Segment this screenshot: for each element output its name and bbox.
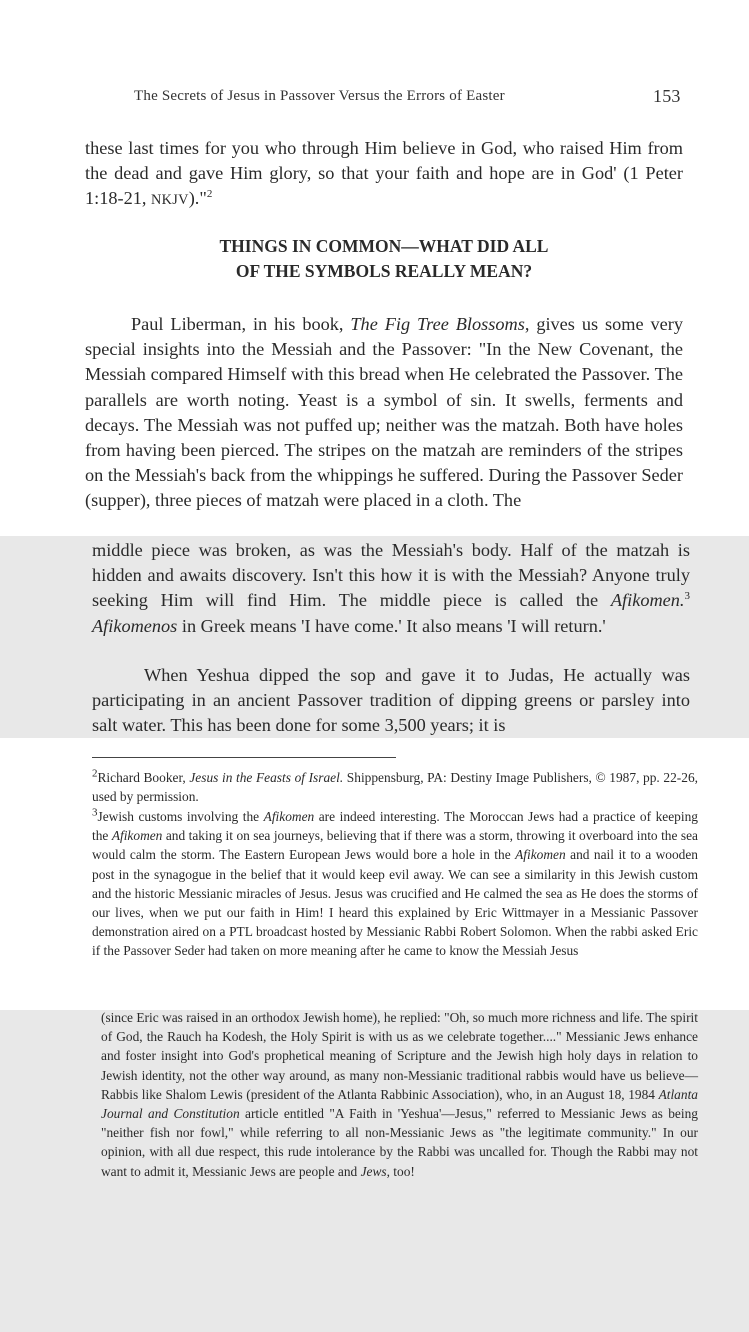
footnote-ref: 2 — [206, 188, 213, 201]
footnote-3: $^3$Jewish customs involving the Afikomen are indeed interesting. The Moroccan Jews had a practice of keeping the Afikomen and taking it on sea journeys, believing that if there was a storm, throwing it overboard into the sea would calm the storm. The Eastern European Jews would bore a hole in the Afikomen and nail it to a wooden post in the synagogue in the belief that it would keep evil away. We can see a similarity in this Jewish custom and the historic Messianic miracles of Jesus. Jesus was crucified and He calmed the sea as He does the storms of our lives, when we put our faith in Him! I heard this explained by Eric Wittmayer in a Messianic Passover demonstration aired on a PTL broadcast hosted by Messianic Rabbi Robert Solomon. When the rabbi asked Eric if the Passover Seder had taken on more meaning after he came to know the Messiah Jesus — [92, 806, 698, 959]
paragraph-liberman: Paul Liberman, in his book, The Fig Tree Blossoms, gives us some very special insights into the Messiah and the Passover: "In the New Covenant, the Messiah compared Himself with this bread when He celebrated the Passover. The parallels are worth noting. Yeast is a symbol of sin. It swells, ferments and decays. The Messiah was not puffed up; neither was the matzah. Both have holes from having been pierced. The stripes on the matzah are reminders of the stripes on the Messiah's back from the whippings he suffered. During the Passover Seder (supper), three pieces of matzah were placed in a cloth. The — [85, 314, 683, 511]
paragraph-quote-end: these last times for you who through Him believe in God, who raised Him from the dead and gave Him glory, so that your faith and hope are in God' (1 Peter 1:18-21, NKJV)."$^2$ — [85, 138, 683, 209]
paragraph-afikomen: middle piece was broken, as was the Messiah's body. Half of the matzah is hidden and awaits discovery. Isn't this how it is with the Messiah? Anyone truly seeking Him will find Him. The middle piece is called the Afikomen.$^3$ Afikomenos in Greek means 'I have come.' It also means 'I will return.' — [92, 540, 690, 636]
paragraph-yeshua: When Yeshua dipped the sop and gave it to Judas, He actually was participating in an ancient Passover tradition of dipping greens or parsley into salt water. This has been done for some 3,500 years; it is — [92, 665, 690, 736]
footnote-divider — [92, 757, 396, 758]
running-header — [134, 88, 684, 105]
page-number: 153 — [653, 86, 681, 106]
footnote-2: $^2$Richard Booker, Jesus in the Feasts of Israel. Shippensburg, PA: Destiny Image Publishers, © 1987, pp. 22-26, used by permission. — [92, 767, 698, 805]
section-heading: THINGS IN COMMON—WHAT DID ALL OF THE SYMBOLS REALLY MEAN? — [219, 236, 549, 281]
book-title: The Fig Tree Blossoms — [350, 314, 525, 334]
footnote-ref: 3 — [684, 590, 690, 603]
running-title: The Secrets of Jesus in Passover Versus the Errors of Easter — [134, 88, 505, 104]
footnote-3-continued: (since Eric was raised in an orthodox Jewish home), he replied: "Oh, so much more richness and life. The spirit of God, the Rauch ha Kodesh, the Holy Spirit is with us as we celebrate together...." Messianic Jews enhance and foster insight into God's prophetical meaning of Scripture and the Jewish high holy days in relation to Jewish identity, not the other way around, as many non-Messianic traditional rabbis would have us believe—Rabbis like Shalom Lewis (president of the Atlanta Rabbinic Association), who, in an August 18, 1984 Atlanta Journal and Constitution article entitled "A Faith in 'Yeshua'—Jesus," referred to Messianic Jews as being "neither fish nor fowl," while referring to all non-Messianic Jews as "the legitimate community." In our opinion, with all due respect, this rude intolerance by the Rabbi was uncalled for. Though the Rabbi may not want to admit it, Messianic Jews are people and Jews, too! — [101, 1010, 698, 1179]
